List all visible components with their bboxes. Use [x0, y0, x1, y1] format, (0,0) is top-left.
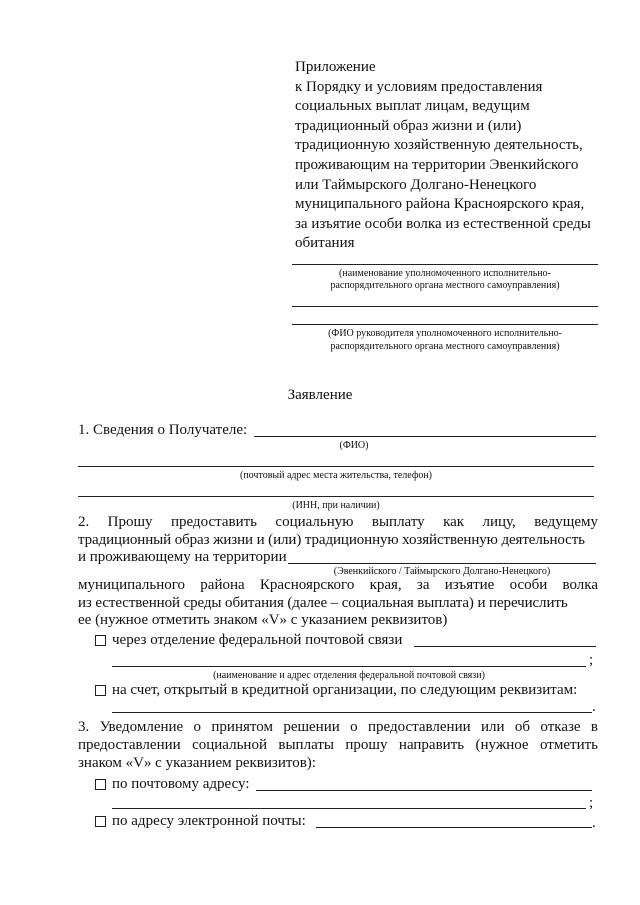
email-option-label: по адресу электронной почты: [112, 813, 306, 829]
section2-line3: и проживающему на территории [78, 549, 287, 565]
inn-caption: (ИНН, при наличии) [292, 500, 380, 511]
bank-period: . [592, 699, 596, 715]
postal-option-checkbox[interactable] [95, 779, 106, 790]
head-caption-1: (ФИО руководителя уполномоченного исполнительно- [328, 328, 562, 339]
appendix-line: или Таймырского Долгано-Ненецкого [295, 176, 537, 193]
fio-field[interactable] [254, 436, 596, 437]
email-period: . [592, 815, 596, 831]
appendix-line: традиционный образ жизни и (или) [295, 117, 522, 134]
head-name-field[interactable] [292, 324, 598, 325]
section2-line2: традиционный образ жизни и (или) традиционную хозяйственную деятельность [78, 532, 585, 548]
authority-name-field[interactable] [292, 264, 598, 265]
section3-line1: 3. Уведомление о принятом решении о предоставлении или об отказе в [78, 719, 598, 735]
post-option-label: через отделение федеральной почтовой связи [112, 632, 403, 648]
section3-line3: знаком «V» с указанием реквизитов): [78, 755, 316, 771]
document-title: Заявление [287, 387, 353, 403]
post-office-field[interactable] [414, 646, 596, 647]
post-option-checkbox[interactable] [95, 635, 106, 646]
head-caption-2: распорядительного органа местного самоуправления) [330, 341, 560, 352]
appendix-line: за изъятие особи волка из естественной среды [295, 215, 591, 232]
authority-caption-1: (наименование уполномоченного исполнительно- [339, 268, 551, 279]
postal-address-field[interactable] [256, 790, 592, 791]
section1-label: 1. Сведения о Получателе: [78, 422, 248, 438]
post-semicolon: ; [589, 652, 594, 668]
address-field[interactable] [78, 466, 594, 467]
postal-address-field-2[interactable] [112, 808, 586, 809]
bank-option-checkbox[interactable] [95, 685, 106, 696]
email-field[interactable] [316, 827, 592, 828]
appendix-line: к Порядку и условиям предоставления [295, 78, 543, 95]
section2-line6: ее (нужное отметить знаком «V» с указанием реквизитов) [78, 612, 448, 628]
postal-semicolon: ; [589, 795, 594, 811]
territory-field[interactable] [288, 563, 596, 564]
territory-caption: (Эвенкийского / Таймырского Долгано-Ненецкого) [333, 566, 551, 577]
bank-option-label: на счет, открытый в кредитной организации, по следующим реквизитам: [112, 682, 578, 698]
appendix-block [295, 58, 605, 254]
post-office-field-2[interactable] [112, 666, 586, 667]
section3-line2: предоставлении социальной выплаты прошу направить (нужное отметить [78, 737, 598, 753]
appendix-line: муниципального района Красноярского края, [295, 196, 585, 213]
postal-option-label: по почтовому адресу: [112, 776, 250, 792]
authority-name-field-2[interactable] [292, 306, 598, 307]
authority-caption-2: распорядительного органа местного самоуправления) [330, 280, 560, 291]
email-option-checkbox[interactable] [95, 816, 106, 827]
appendix-line: проживающим на территории Эвенкийского [295, 156, 579, 173]
appendix-line: традиционную хозяйственную деятельность, [295, 137, 583, 154]
appendix-line: Приложение [295, 59, 376, 75]
bank-details-field[interactable] [112, 712, 592, 713]
address-caption: (почтовый адрес места жительства, телефон) [240, 470, 432, 481]
section2-line1: 2. Прошу предоставить социальную выплату как лицу, ведущему [78, 514, 598, 530]
section2-line4: муниципального района Красноярского края, за изъятие особи волка [78, 577, 598, 593]
section2-line5: из естественной среды обитания (далее – социальная выплата) и перечислить [78, 595, 568, 611]
post-caption: (наименование и адрес отделения федеральной почтовой связи) [213, 670, 485, 681]
fio-caption: (ФИО) [339, 440, 369, 451]
appendix-line: обитания [295, 235, 355, 252]
inn-field[interactable] [78, 496, 594, 497]
appendix-line: социальных выплат лицам, ведущим [295, 98, 530, 115]
